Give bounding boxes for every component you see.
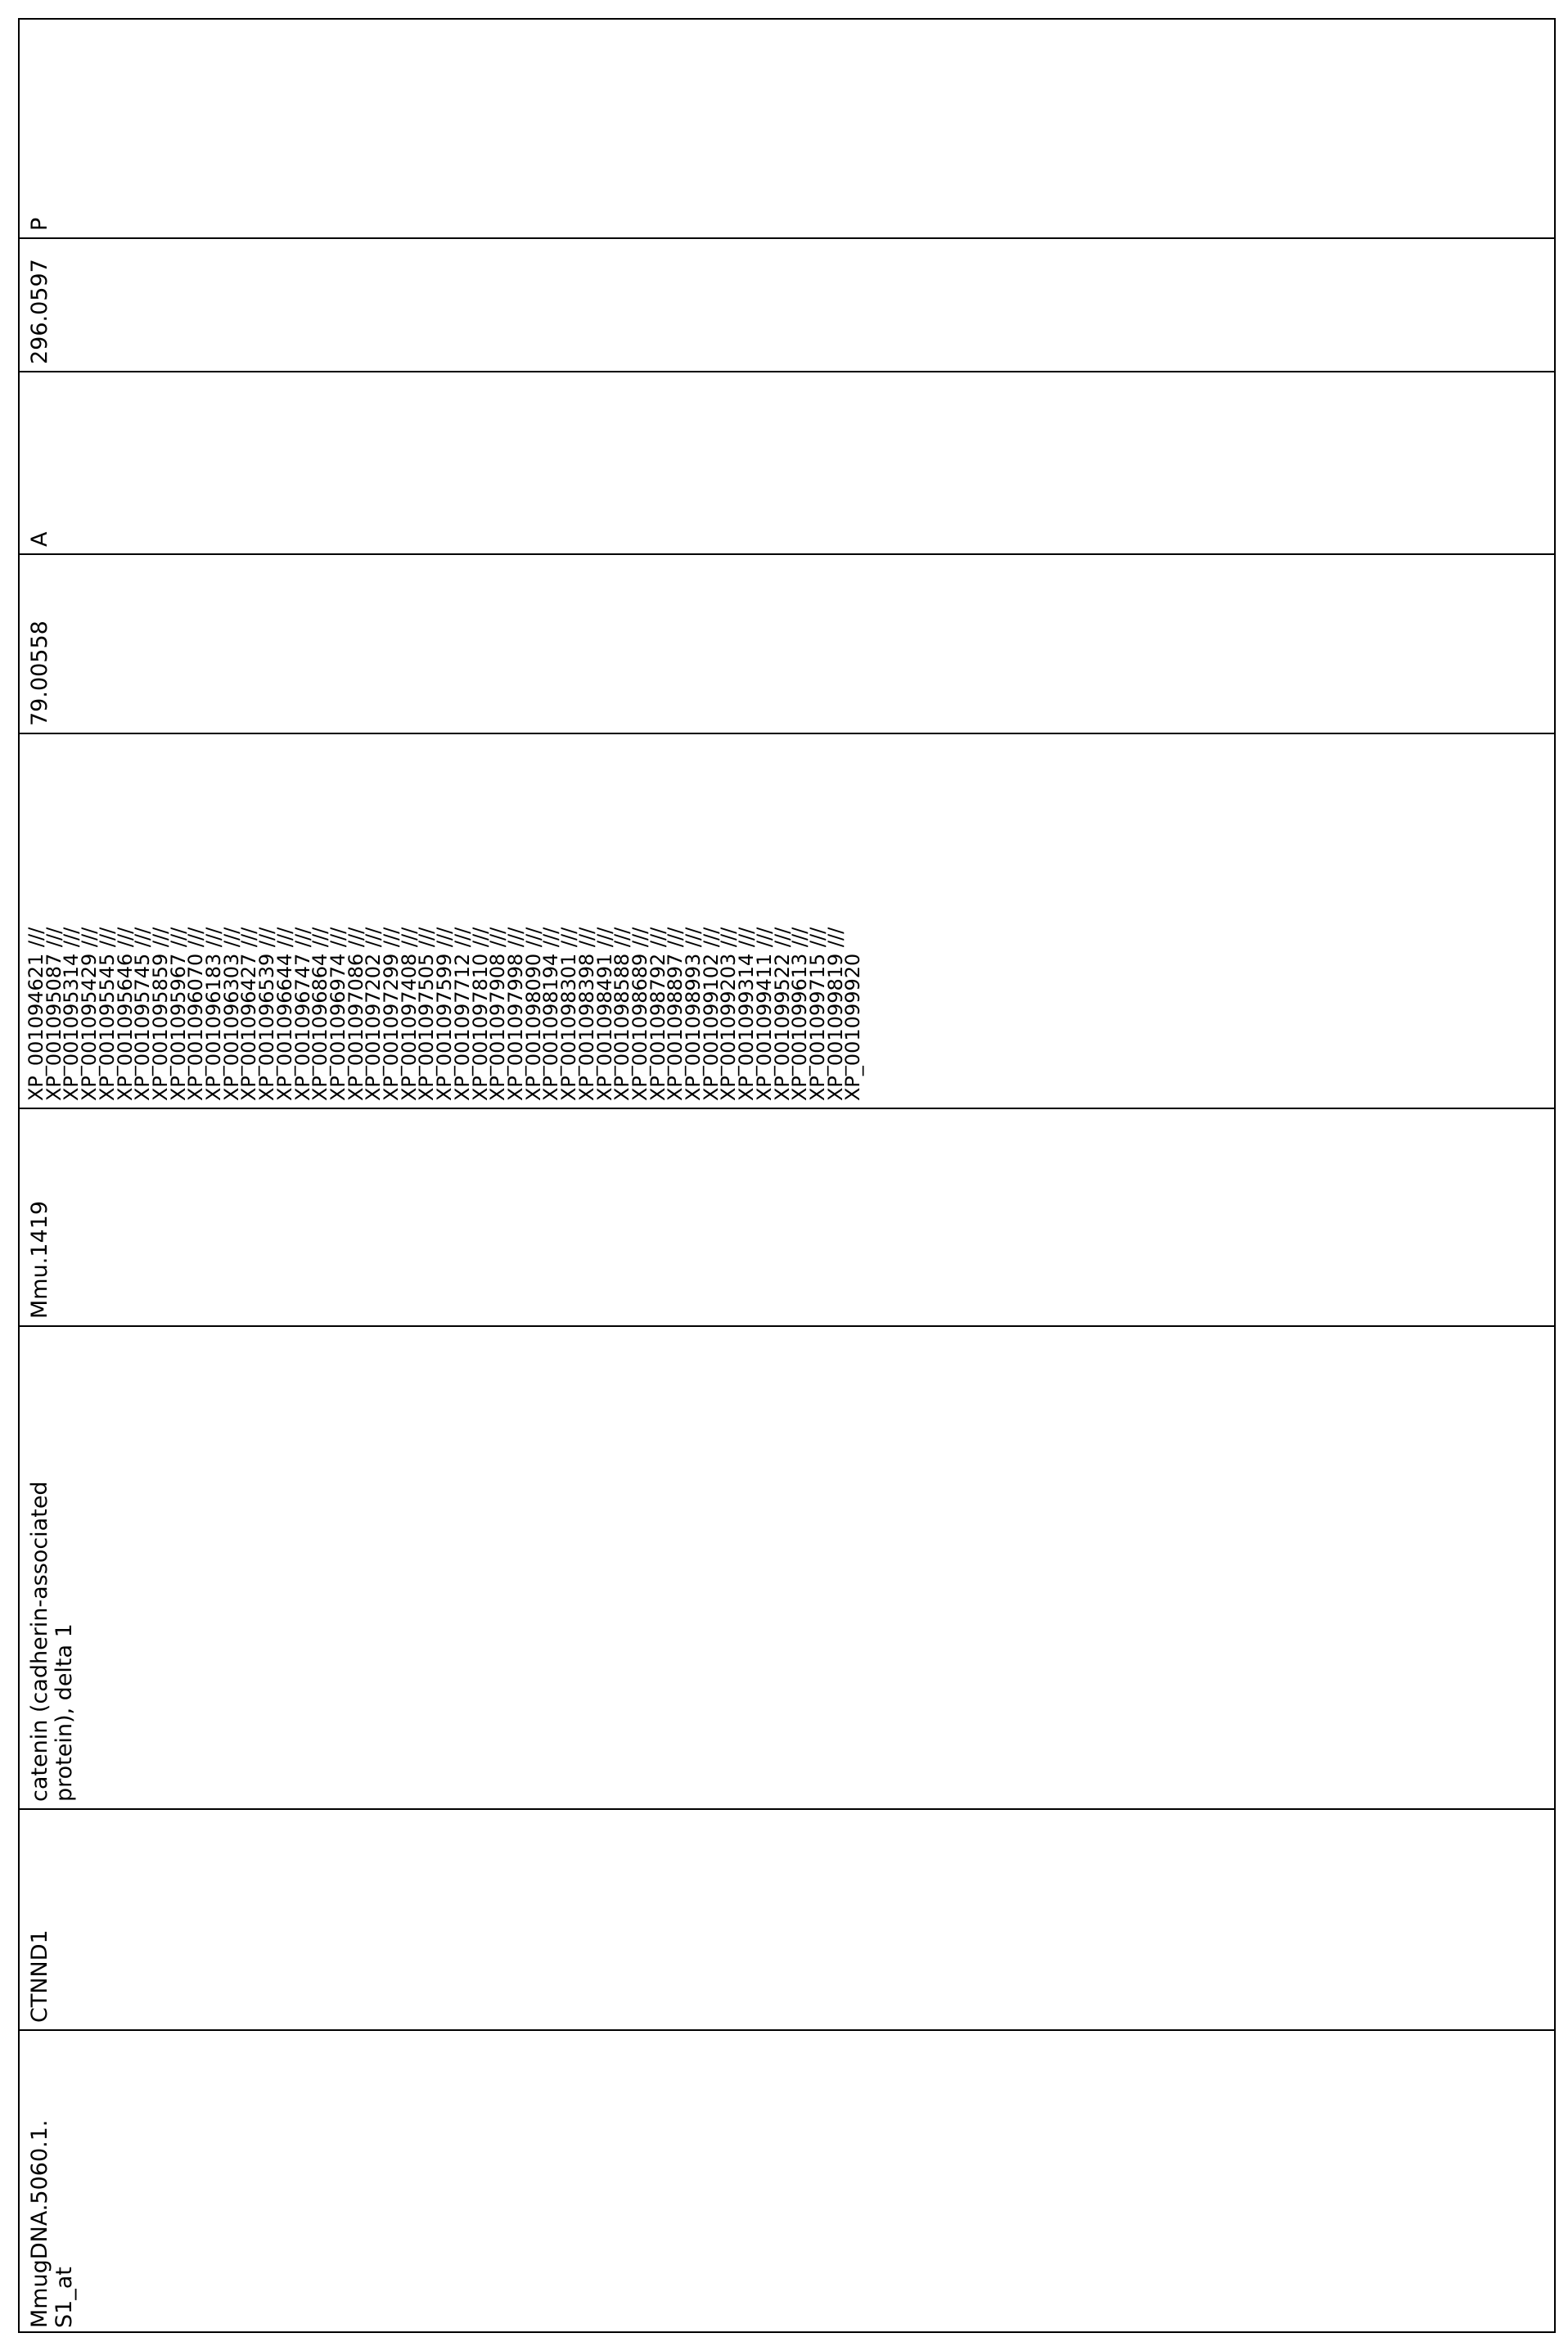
cell-gene-symbol: [20, 1810, 1554, 2031]
gene-title-text: catenin (cadherin-associated protein), delta 1: [27, 1481, 77, 1802]
cell-refseq-ids: [20, 734, 1554, 1109]
cell-unigene: [20, 1109, 1554, 1327]
value-1-text: 79.00558: [27, 620, 52, 726]
cell-probe-set-id: [20, 2031, 1554, 2335]
unigene-text: Mmu.1419: [27, 1200, 52, 1319]
cell-call-1: [20, 372, 1554, 555]
data-table: [18, 18, 1556, 2333]
cell-value-2: [20, 239, 1554, 372]
cell-value-1: [20, 555, 1554, 734]
value-2-text: 296.0597: [27, 259, 52, 364]
cell-call-2: [20, 20, 1554, 239]
call-1-text: A: [27, 531, 52, 547]
refseq-list-text: XP_001094621 /// XP_001095087 /// XP_001095314 /// XP_001095429 /// XP_001095545 /// XP_001095646 /// XP_001095745 /// XP_001095859 /// XP_001095967 /// XP_001096070 /// XP_001096183 /// XP_001096303 /// XP_001096427 /// XP_001096539 /// XP_001096644 /// XP_001096747 /// XP_001096864 /// XP_001096974 /// XP_001097086 /// XP_001097202 /// XP_001097299 /// XP_001097408 /// XP_001097505 /// XP_001097599 /// XP_001097712 /// XP_001097810 /// XP_001097908 /// XP_001097998 /// XP_001098090 /// XP_001098194 /// XP_001098301 /// XP_001098398 /// XP_001098491 /// XP_001098588 /// XP_001098689 /// XP_001098792 /// XP_001098897 /// XP_001098993 /// XP_001099102 /// XP_001099203 /// XP_001099314 /// XP_001099411 /// XP_001099522 /// XP_001099613 /// XP_001099715 /// XP_001099819 /// XP_001099920: [25, 927, 865, 1101]
gene-symbol-text: CTNND1: [27, 1929, 52, 2023]
cell-gene-title: [20, 1327, 1554, 1810]
call-2-text: P: [27, 217, 52, 231]
probe-set-id-text: MmugDNA.5060.1. S1_at: [27, 2119, 77, 2328]
